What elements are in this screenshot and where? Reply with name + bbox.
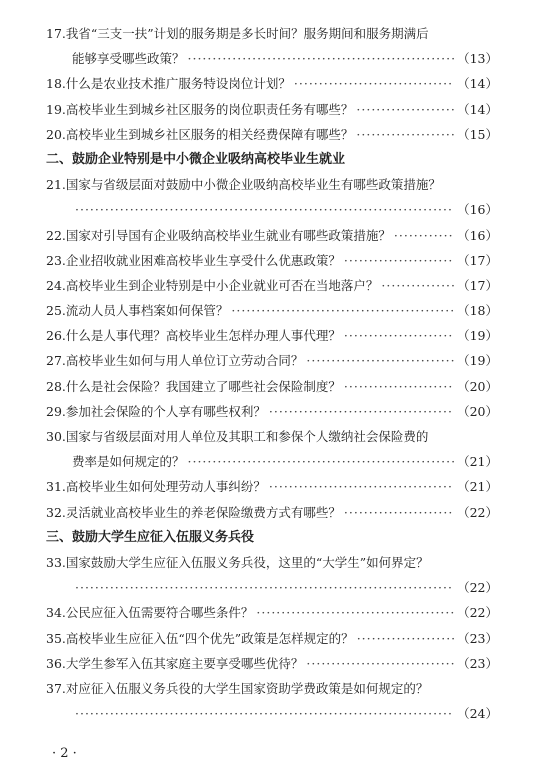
entry-number: 26.	[46, 328, 66, 344]
entry-title: 什么是社会保险？我国建立了哪些社会保险制度？	[65, 378, 341, 394]
toc-entry[interactable]	[46, 127, 498, 143]
toc-entry[interactable]	[46, 303, 498, 319]
entry-number: 36.	[46, 655, 66, 671]
entry-title: 高校毕业生到城乡社区服务的相关经费保障有哪些？	[65, 126, 354, 142]
entry-number: 20.	[46, 126, 66, 142]
toc-entry[interactable]	[46, 177, 498, 218]
leader-dots	[344, 328, 454, 344]
entry-title: 国家鼓励大学生应征入伍服义务兵役，这里的“大学生”如何界定？	[65, 554, 429, 570]
toc-entry[interactable]	[46, 253, 498, 269]
entry-page-number: （19）	[457, 328, 498, 344]
leader-dots	[75, 202, 454, 218]
leader-dots	[269, 479, 454, 495]
toc-entry[interactable]	[46, 505, 498, 521]
entry-number: 25.	[46, 303, 66, 319]
entry-page-number: （14）	[457, 101, 498, 117]
toc-entry[interactable]	[46, 76, 498, 92]
entry-title: 公民应征入伍需要符合哪些条件？	[65, 605, 254, 621]
entry-title: 国家与省级层面对鼓励中小微企业吸纳高校毕业生有哪些政策措施？	[65, 177, 441, 193]
entry-page-number: （17）	[457, 252, 498, 268]
toc-entry[interactable]	[46, 631, 498, 647]
leader-dots	[269, 404, 454, 420]
entry-page-number: （20）	[457, 403, 498, 419]
entry-title: 高校毕业生如何处理劳动人事纠纷？	[65, 479, 266, 495]
entry-page-number: （16）	[457, 202, 498, 218]
entry-title: 能够享受哪些政策？	[72, 51, 185, 67]
leader-dots	[344, 505, 454, 521]
entry-page-number: （17）	[457, 277, 498, 293]
entry-page-number: （22）	[457, 504, 498, 520]
toc-entry[interactable]	[46, 102, 498, 118]
toc-entry[interactable]	[46, 479, 498, 495]
entry-page-number: （23）	[457, 630, 498, 646]
entry-number: 22.	[46, 227, 66, 243]
leader-dots	[231, 303, 454, 319]
table-of-contents	[46, 26, 498, 731]
entry-title: 对应征入伍服义务兵役的大学生国家资助学费政策是如何规定的？	[65, 680, 429, 696]
leader-dots	[344, 379, 454, 395]
entry-page-number: （24）	[457, 706, 498, 722]
entry-title: 灵活就业高校毕业生的养老保险缴费方式有哪些？	[65, 504, 341, 520]
entry-page-number: （22）	[457, 580, 498, 596]
toc-entry[interactable]	[46, 26, 498, 67]
toc-entry[interactable]	[46, 429, 498, 470]
leader-dots	[357, 631, 454, 647]
leader-dots	[356, 127, 454, 143]
leader-dots	[306, 353, 454, 369]
toc-entry[interactable]	[46, 555, 498, 596]
entry-number: 34.	[46, 605, 66, 621]
leader-dots	[294, 76, 454, 92]
entry-page-number: （16）	[457, 227, 498, 243]
entry-page-number: （19）	[457, 353, 498, 369]
entry-number: 31.	[46, 479, 66, 495]
toc-entry[interactable]	[46, 278, 498, 294]
entry-number: 35.	[46, 630, 66, 646]
entry-title: 参加社会保险的个人享有哪些权利？	[65, 403, 266, 419]
entry-title: 高校毕业生到企业特别是中小企业就业可否在当地落户？	[65, 277, 379, 293]
entry-page-number: （21）	[457, 479, 498, 495]
leader-dots	[188, 454, 455, 470]
entry-page-number: （15）	[457, 126, 498, 142]
entry-number: 27.	[46, 353, 66, 369]
leader-dots	[356, 102, 454, 118]
entry-page-number: （18）	[457, 303, 498, 319]
leader-dots	[256, 605, 454, 621]
entry-title: 大学生参军入伍其家庭主要享受哪些优待？	[65, 655, 304, 671]
toc-entry[interactable]	[46, 681, 498, 722]
entry-number: 28.	[46, 378, 66, 394]
entry-title: 流动人员人事档案如何保管？	[65, 303, 229, 319]
leader-dots	[188, 51, 455, 67]
leader-dots	[75, 580, 454, 596]
leader-dots	[381, 278, 454, 294]
toc-entry[interactable]	[46, 379, 498, 395]
entry-title: 国家对引导国有企业吸纳高校毕业生就业有哪些政策措施？	[65, 227, 391, 243]
entry-number: 24.	[46, 277, 66, 293]
entry-title: 我省“三支一扶”计划的服务期是多长时间？服务期间和服务期满后	[65, 26, 429, 41]
entry-number: 32.	[46, 504, 66, 520]
entry-page-number: （13）	[457, 51, 498, 67]
entry-title: 高校毕业生到城乡社区服务的岗位职责任务有哪些？	[65, 101, 354, 117]
entry-title: 国家与省级层面对用人单位及其职工和参保个人缴纳社会保险费的	[65, 429, 429, 444]
entry-number: 18.	[46, 76, 66, 92]
entry-title: 企业招收就业困难高校毕业生享受什么优惠政策？	[65, 252, 341, 268]
leader-dots	[75, 706, 454, 722]
entry-page-number: （23）	[457, 655, 498, 671]
section-heading: 三、鼓励大学生应征入伍服义务兵役	[46, 529, 255, 545]
entry-number: 30.	[46, 429, 66, 444]
leader-dots	[344, 253, 454, 269]
toc-entry[interactable]	[46, 605, 498, 621]
entry-number: 29.	[46, 403, 66, 419]
entry-number: 23.	[46, 252, 66, 268]
toc-entry[interactable]	[46, 656, 498, 672]
entry-title: 什么是农业技术推广服务特设岗位计划？	[65, 76, 291, 92]
entry-number: 17.	[46, 26, 66, 41]
entry-page-number: （22）	[457, 605, 498, 621]
entry-page-number: （21）	[457, 454, 498, 470]
entry-title: 费率是如何规定的？	[72, 454, 185, 470]
entry-title: 高校毕业生应征入伍“四个优先”政策是怎样规定的？	[65, 630, 354, 646]
toc-entry[interactable]	[46, 328, 498, 344]
entry-page-number: （20）	[457, 378, 498, 394]
entry-number: 37.	[46, 680, 66, 696]
entry-page-number: （14）	[457, 76, 498, 92]
toc-entry[interactable]	[46, 404, 498, 420]
entry-number: 21.	[46, 177, 66, 193]
toc-entry[interactable]	[46, 228, 498, 244]
entry-number: 19.	[46, 101, 66, 117]
section-heading: 二、鼓励企业特别是中小微企业吸纳高校毕业生就业	[46, 151, 346, 167]
page-number: · 2 ·	[52, 746, 77, 761]
entry-number: 33.	[46, 554, 66, 570]
entry-title: 高校毕业生如何与用人单位订立劳动合同？	[65, 353, 304, 369]
leader-dots	[394, 228, 454, 244]
leader-dots	[306, 656, 454, 672]
toc-entry[interactable]	[46, 353, 498, 369]
entry-title: 什么是人事代理？高校毕业生怎样办理人事代理？	[65, 328, 341, 344]
